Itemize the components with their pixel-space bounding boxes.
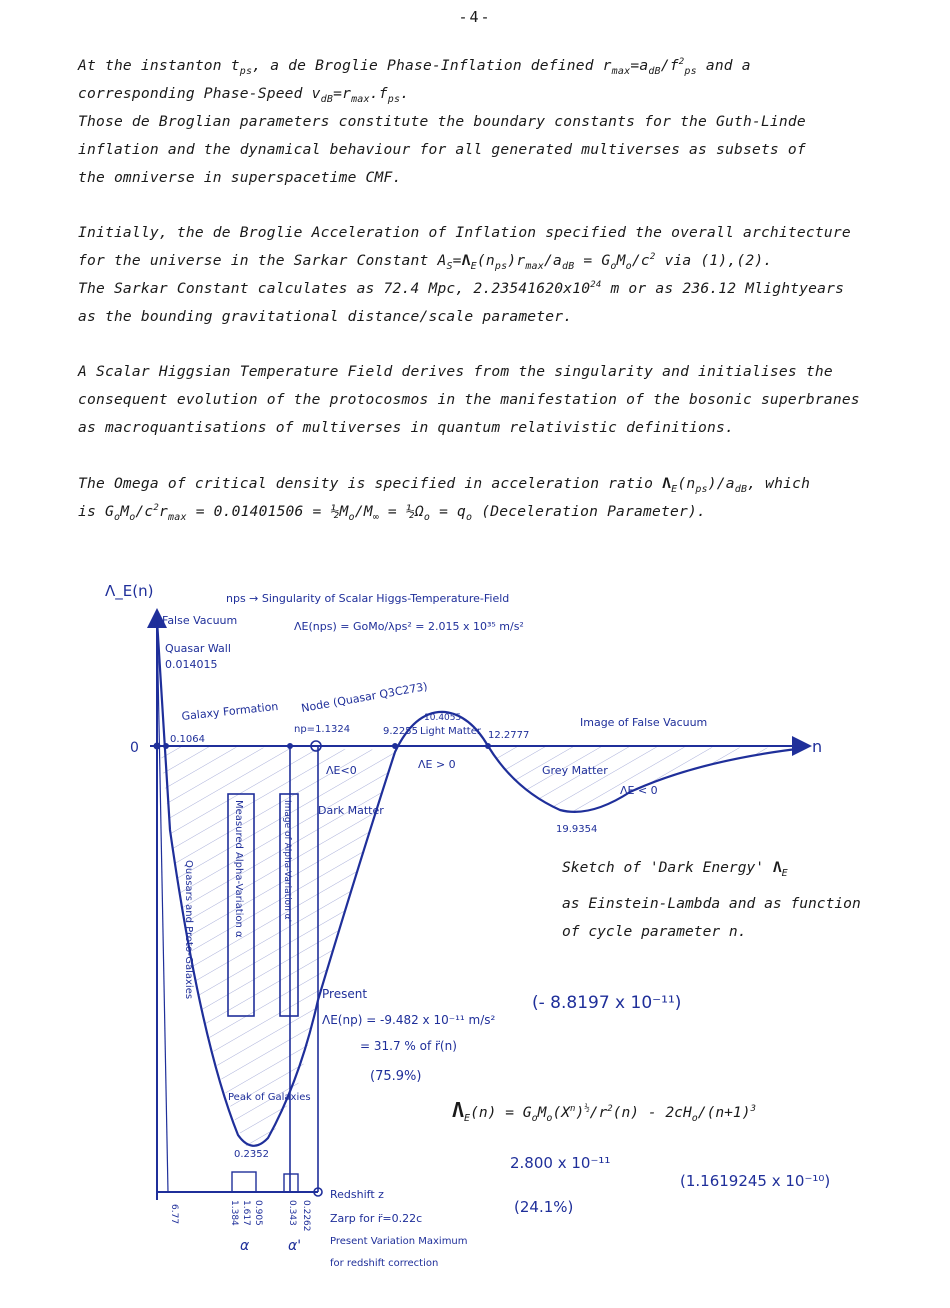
grey-matter-label: Grey Matter — [542, 764, 608, 777]
light-matter-label: Light Matter — [420, 726, 481, 737]
subscript: max — [351, 94, 370, 105]
text: =r — [333, 85, 352, 102]
superscript: n — [570, 1104, 576, 1114]
paragraph-line — [78, 498, 908, 526]
text: , which — [747, 475, 811, 492]
lambda-symbol: Λ — [452, 1098, 465, 1122]
node-quasar-label: Node (Quasar Q3C273) — [300, 679, 429, 715]
text: , a de Broglie Phase-Inflation defined r — [252, 57, 612, 74]
text: /r — [589, 1104, 608, 1121]
subscript: o — [466, 512, 473, 523]
caption-line: of cycle parameter n. — [562, 923, 747, 940]
subscript: E — [470, 261, 477, 272]
text: (X — [552, 1104, 571, 1121]
galaxy-formation-label: Galaxy Formation — [180, 699, 279, 723]
subscript: ps — [695, 484, 708, 495]
measured-alpha-label: Measured Alpha-Variation α — [233, 800, 244, 938]
paragraph-sarkar-constant — [78, 219, 908, 331]
quasar-wall-value: 0.014015 — [165, 658, 218, 671]
tick-02262: 0.2262 — [301, 1200, 311, 1232]
paragraph-line: A Scalar Higgsian Temperature Field derives from the singularity and initialises the — [78, 363, 833, 380]
alpha-label: α — [240, 1238, 250, 1254]
text: r — [159, 503, 169, 520]
subscript: dB — [561, 261, 575, 272]
lambda-symbol: Λ — [461, 252, 471, 269]
nps-title: nps → Singularity of Scalar Higgs-Temperature-Field — [226, 592, 510, 605]
second-percent: (24.1%) — [514, 1198, 574, 1216]
paragraph-instanton — [78, 52, 908, 192]
lambda-negative-right-label: ΛE < 0 — [620, 784, 658, 797]
third-value: (1.1619245 x 10⁻¹⁰) — [680, 1172, 831, 1190]
subscript: o — [610, 261, 617, 272]
text: (Deceleration Parameter). — [472, 503, 706, 520]
subscript: o — [625, 261, 632, 272]
text: via (1),(2). — [655, 252, 773, 269]
y-axis-label: Λ_E(n) — [105, 582, 154, 600]
quasars-proto-galaxies-label: Quasars and Proto-Galaxies — [183, 860, 194, 1000]
subscript: S — [446, 261, 453, 272]
text: M — [537, 1104, 547, 1121]
text: = — [452, 252, 462, 269]
alpha-marker-box — [232, 1172, 256, 1192]
origin-label: 0 — [130, 740, 139, 756]
paragraph-line — [78, 80, 908, 108]
lambda-formula — [452, 1098, 756, 1122]
subscript: dB — [734, 484, 748, 495]
subscript: max — [525, 261, 544, 272]
text: (n — [677, 475, 696, 492]
paragraph-line: as macroquantisations of multiverses in quantum relativistic definitions. — [78, 419, 734, 436]
subscript: E — [671, 484, 678, 495]
image-alpha-label: Image of Alpha-Variation α' — [282, 800, 292, 923]
text: m or as 236.12 Mlightyears — [601, 280, 845, 297]
subscript: o — [129, 512, 136, 523]
text: (n) - 2cH — [612, 1104, 692, 1121]
text: )/a — [707, 475, 735, 492]
paragraph-line — [78, 470, 908, 498]
text: corresponding Phase-Speed v — [78, 85, 321, 102]
text: /a — [544, 252, 562, 269]
paragraph-line — [78, 275, 908, 303]
text: . — [400, 85, 410, 102]
present-percent-bracket: (75.9%) — [370, 1069, 422, 1084]
point-01064 — [163, 743, 169, 749]
subscript: dB — [648, 66, 661, 77]
text: = ½Ω — [378, 503, 424, 520]
text: for the universe in the Sarkar Constant A — [78, 252, 447, 269]
text: /c — [135, 503, 154, 520]
paragraph-line — [78, 247, 908, 275]
for-redshift-label: for redshift correction — [330, 1258, 439, 1269]
point-92255 — [392, 743, 398, 749]
paragraph-line: as the bounding gravitational distance/scale parameter. — [78, 308, 573, 325]
subscript: ∞ — [372, 512, 379, 523]
point-np — [287, 743, 293, 749]
text: M — [616, 252, 626, 269]
value-02352: 0.2352 — [234, 1149, 269, 1160]
superscript: 24 — [590, 280, 602, 290]
text: =a — [630, 57, 649, 74]
text: /c — [631, 252, 650, 269]
subscript: o — [546, 1113, 553, 1124]
subscript: ps — [387, 94, 401, 105]
paragraph-line: inflation and the dynamical behaviour for all generated multiverses as subsets of — [78, 141, 806, 158]
paragraph-line: Those de Broglian parameters constitute the boundary constants for the Guth-Linde — [78, 113, 806, 130]
text: /M — [354, 503, 373, 520]
text: /(n+1) — [697, 1104, 751, 1121]
subscript: E — [464, 1113, 471, 1124]
tick-0343: 0.343 — [287, 1200, 297, 1226]
subscript: E — [781, 868, 788, 879]
text: is G — [78, 503, 114, 520]
value-01064: 0.1064 — [170, 734, 205, 745]
zarp-label: Zarp for r̈=0.22c — [330, 1212, 423, 1225]
text: M — [120, 503, 130, 520]
text: .f — [369, 85, 388, 102]
present-percent: = 31.7 % of r̈(n) — [360, 1039, 457, 1053]
subscript: o — [531, 1113, 538, 1124]
subscript: ps — [239, 66, 253, 77]
np-value: np=1.1324 — [294, 724, 351, 735]
caption-line: as Einstein-Lambda and as function — [562, 895, 861, 912]
subscript: dB — [320, 94, 334, 105]
image-false-vacuum-label: Image of False Vacuum — [580, 716, 708, 729]
present-formula: ΛE(np) = -9.482 x 10⁻¹¹ m/s² — [322, 1013, 496, 1027]
text: = G — [574, 252, 611, 269]
text: ) — [575, 1104, 585, 1121]
text: = q — [430, 503, 467, 520]
text: Sketch of 'Dark Energy' — [562, 859, 773, 876]
superscript: 2 — [678, 57, 685, 67]
superscript: 2 — [153, 503, 160, 513]
redshift-label: Redshift z — [330, 1188, 384, 1201]
subscript: o — [113, 512, 121, 523]
text: )r — [507, 252, 526, 269]
sketch-caption — [562, 854, 922, 946]
caption-line — [562, 854, 922, 882]
subscript: ps — [684, 66, 697, 77]
quasar-wall-label: Quasar Wall — [165, 642, 231, 655]
lambda-positive-label: ΛE > 0 — [418, 758, 456, 771]
subscript: max — [168, 512, 187, 523]
origin-dot — [154, 743, 161, 750]
alpha-prime-label: α' — [288, 1238, 302, 1254]
tick-677: 6.77 — [169, 1204, 179, 1225]
alpha-prime-marker-box — [284, 1174, 298, 1192]
paragraph-line — [78, 52, 908, 80]
second-value: 2.800 x 10⁻¹¹ — [510, 1154, 611, 1172]
present-variation-label: Present Variation Maximum — [330, 1236, 468, 1247]
subscript: o — [691, 1113, 698, 1124]
dark-matter-label: Dark Matter — [318, 804, 384, 817]
value-92255: 9.2255 — [383, 726, 418, 737]
text: (n) = G — [470, 1104, 532, 1121]
superscript: 3 — [750, 1104, 756, 1114]
false-vacuum-label: False Vacuum — [162, 614, 238, 627]
subscript: max — [611, 66, 631, 77]
value-122777: 12.2777 — [488, 730, 530, 741]
peak-of-galaxies-label: Peak of Galaxies — [228, 1092, 311, 1103]
paragraph-omega — [78, 470, 908, 526]
superscript: ½ — [584, 1104, 590, 1114]
text: and a — [696, 57, 751, 74]
x-axis-label: n — [812, 737, 823, 756]
text: = 0.01401506 = ½M — [186, 503, 349, 520]
lambda-symbol: Λ — [662, 475, 672, 492]
text: /f — [660, 57, 679, 74]
text: (n — [476, 252, 495, 269]
lambda-symbol: Λ — [772, 859, 782, 876]
tick-1384: 1.384 — [229, 1200, 239, 1226]
text: The Sarkar Constant calculates as 72.4 Mpc, 2.23541620x10 — [78, 280, 591, 297]
subscript: ps — [494, 261, 508, 272]
present-label: Present — [322, 987, 368, 1001]
page-number: -4- — [458, 8, 492, 26]
superscript: 2 — [649, 252, 656, 262]
nps-formula: ΛE(nps) = GoMo/λps² = 2.015 x 10³⁵ m/s² — [294, 620, 524, 633]
value-199354: 19.9354 — [556, 824, 598, 835]
subscript: o — [348, 512, 355, 523]
tick-0905: 0.905 — [253, 1200, 263, 1226]
text: At the instanton t — [78, 57, 240, 74]
bracket-value: (- 8.8197 x 10⁻¹¹) — [532, 993, 682, 1013]
paragraph-line: the omniverse in superspacetime CMF. — [78, 169, 402, 186]
paragraph-line: consequent evolution of the protocosmos in the manifestation of the bosonic superbranes — [78, 391, 860, 408]
text: The Omega of critical density is specified in acceleration ratio — [78, 475, 663, 492]
subscript: o — [423, 512, 431, 523]
value-104055: 10.4055 — [424, 713, 462, 723]
tick-1617: 1.617 — [241, 1200, 251, 1226]
paragraph-higgsian-field — [78, 358, 908, 442]
superscript: 2 — [607, 1104, 613, 1114]
point-122777 — [485, 743, 491, 749]
lambda-negative-left-label: ΛE<0 — [326, 764, 357, 777]
paragraph-line: Initially, the de Broglie Acceleration of Inflation specified the overall architecture — [78, 224, 851, 241]
